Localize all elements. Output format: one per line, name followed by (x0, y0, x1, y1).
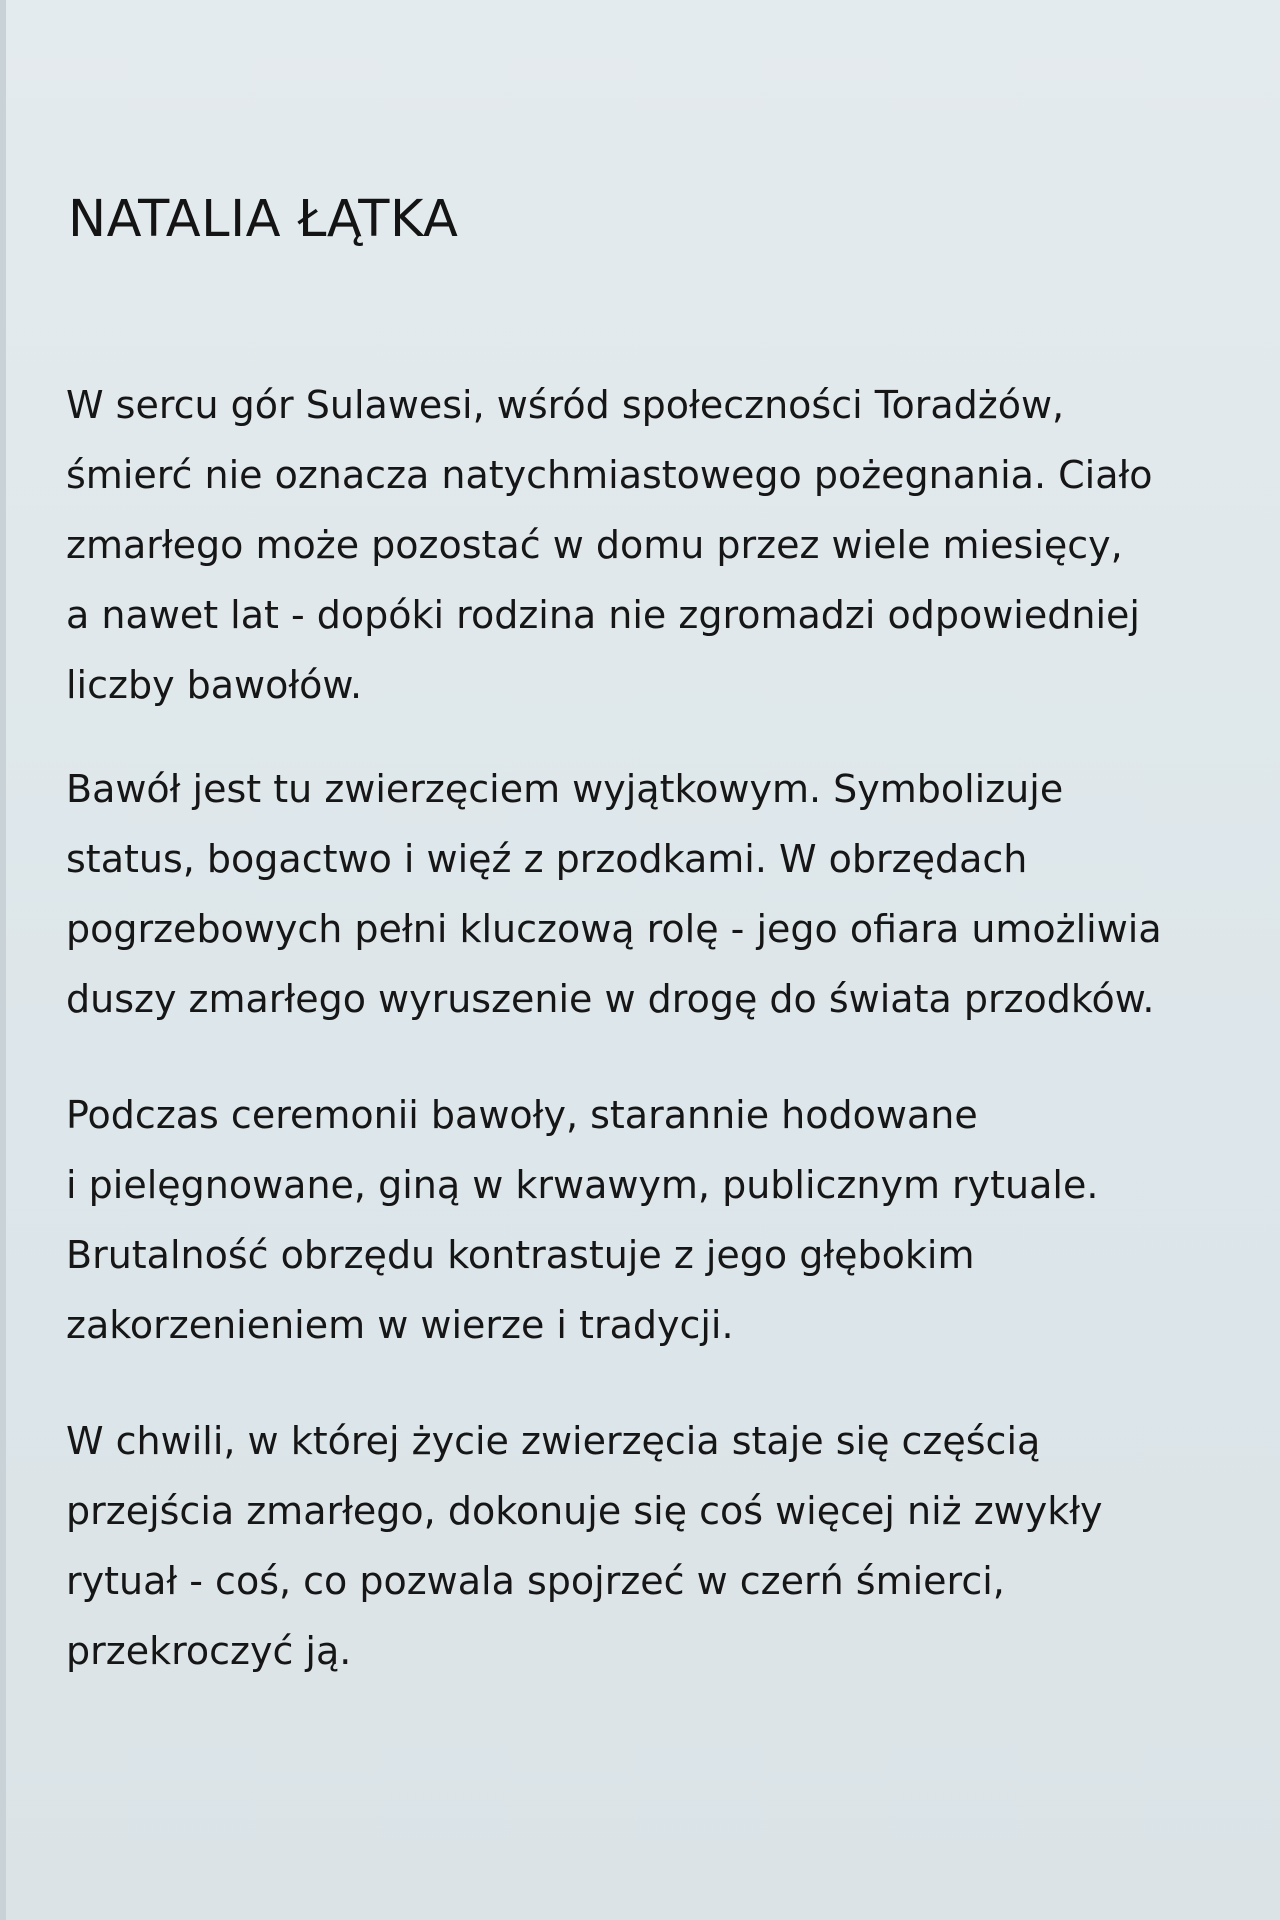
paragraph-1-line-3: zmarłego może pozostać w domu przez wiele miesięcy, (66, 523, 1123, 567)
paragraph-3-line-3: Brutalność obrzędu kontrastuje z jego głębokim (66, 1233, 975, 1277)
page-title: NATALIA ŁĄTKA (68, 190, 459, 249)
paragraph-2-line-3: pogrzebowych pełni kluczową rolę - jego ofiara umożliwia (66, 907, 1162, 951)
paragraph-2-line-4: duszy zmarłego wyruszenie w drogę do świata przodków. (66, 977, 1155, 1021)
paragraph-3-line-1: Podczas ceremonii bawoły, starannie hodowane (66, 1093, 978, 1137)
paragraph-2-line-2: status, bogactwo i więź z przodkami. W obrzędach (66, 837, 1028, 881)
paragraph-2-line-1: Bawół jest tu zwierzęciem wyjątkowym. Symbolizuje (66, 767, 1064, 811)
paragraph-1-line-1: W sercu gór Sulawesi, wśród społeczności Toradżów, (66, 383, 1065, 427)
paragraph-1-line-2: śmierć nie oznacza natychmiastowego pożegnania. Ciało (66, 453, 1153, 497)
paragraph-4-line-4: przekroczyć ją. (66, 1629, 352, 1673)
paragraph-1-line-5: liczby bawołów. (66, 663, 363, 707)
paragraph-3-line-4: zakorzenieniem w wierze i tradycji. (66, 1303, 734, 1347)
paragraph-4-line-1: W chwili, w której życie zwierzęcia staje się częścią (66, 1419, 1041, 1463)
paragraph-4-line-2: przejścia zmarłego, dokonuje się coś więcej niż zwykły (66, 1489, 1103, 1533)
paragraph-3-line-2: i pielęgnowane, giną w krwawym, publicznym rytuale. (66, 1163, 1099, 1207)
paragraph-1-line-4: a nawet lat - dopóki rodzina nie zgromadzi odpowiedniej (66, 593, 1140, 637)
paragraph-4-line-3: rytuał - coś, co pozwala spojrzeć w czerń śmierci, (66, 1559, 1005, 1603)
